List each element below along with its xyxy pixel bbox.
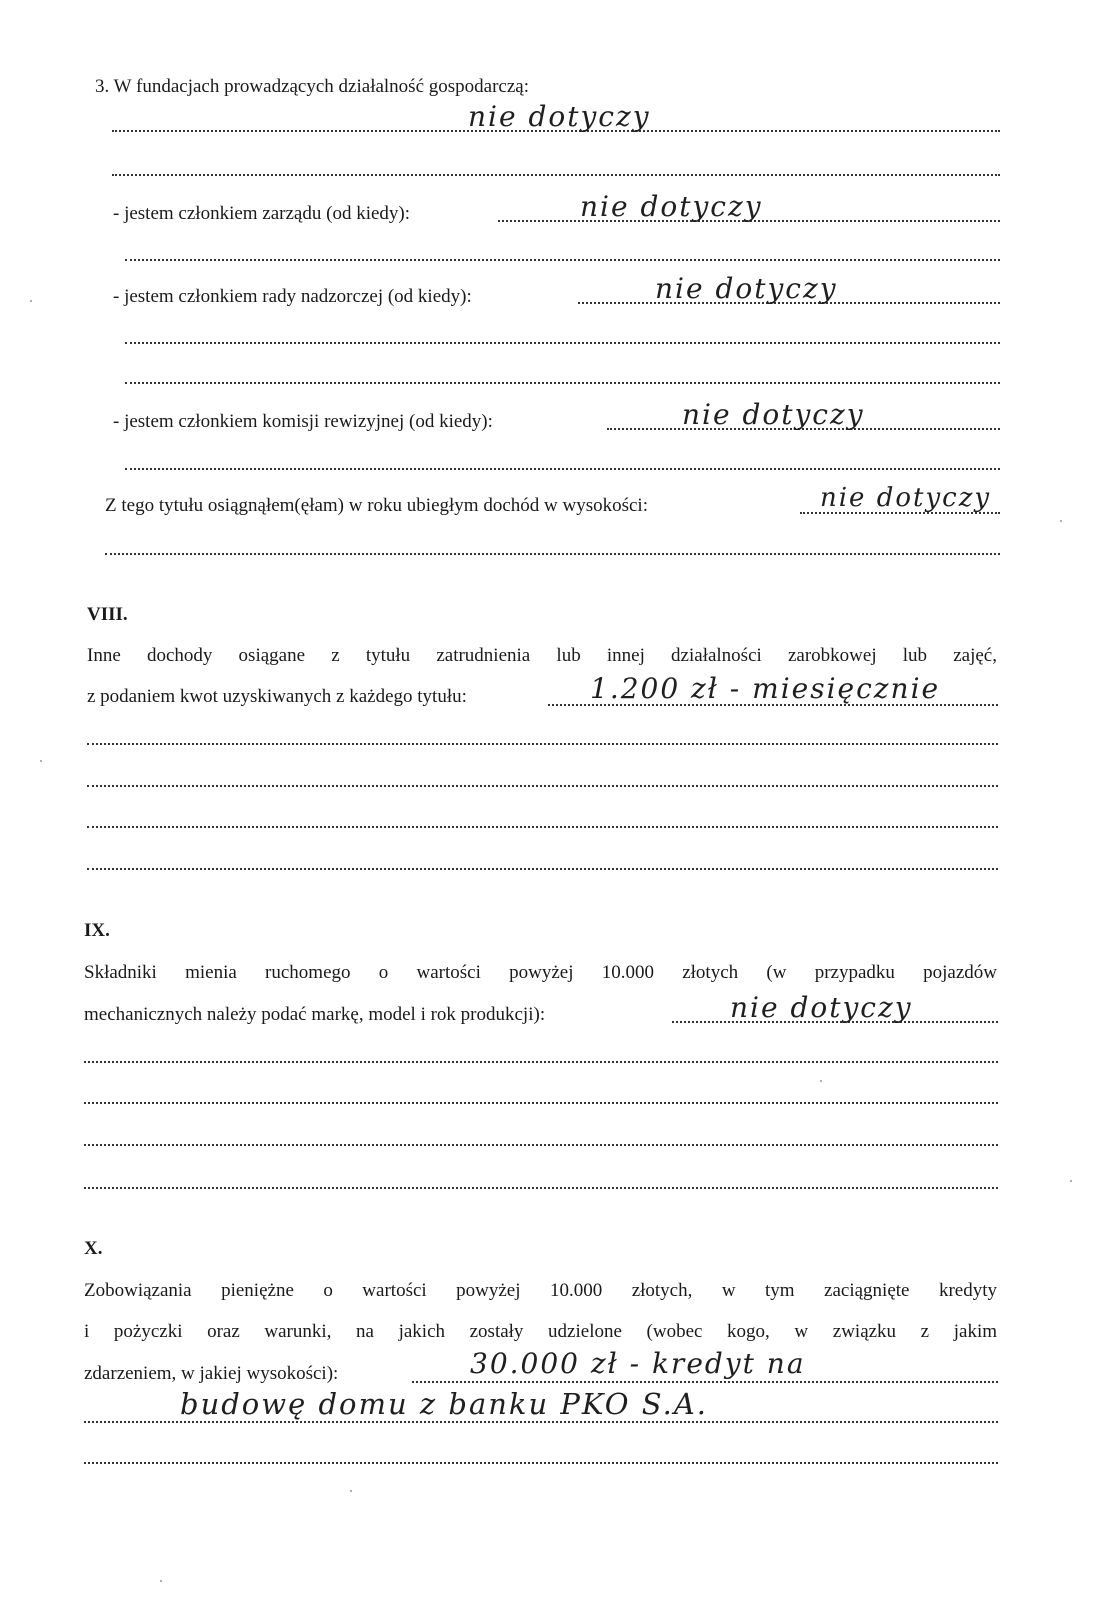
section-x-text-line2: i pożyczki oraz warunki, na jakich zostały udzielone (wobec kogo, w związku z jakim <box>84 1321 997 1342</box>
dotted-line <box>105 553 1000 555</box>
dotted-line <box>412 1381 998 1383</box>
income-label: Z tego tytułu osiągnąłem(ęłam) w roku ubiegłym dochód w wysokości: <box>105 495 648 516</box>
dotted-line <box>125 259 1000 261</box>
dotted-line <box>125 468 1000 470</box>
audit-committee-label: - jestem członkiem komisji rewizyjnej (od kiedy): <box>113 411 493 432</box>
section-ix-heading: IX. <box>84 920 110 941</box>
section-3-title: 3. W fundacjach prowadzących działalność gospodarczą: <box>95 76 529 97</box>
scan-speck <box>40 760 42 762</box>
section-viii-text-line2: z podaniem kwot uzyskiwanych z każdego tytułu: <box>87 686 467 707</box>
dotted-line <box>84 1061 998 1063</box>
section-ix-text-line2: mechanicznych należy podać markę, model i rok produkcji): <box>84 1004 546 1025</box>
section-x-heading: X. <box>84 1238 103 1259</box>
dotted-line <box>84 1187 998 1189</box>
section-x-text-line1: Zobowiązania pieniężne o wartości powyżej 10.000 złotych, w tym zaciągnięte kredyty <box>84 1280 997 1301</box>
supervisory-board-answer[interactable]: nie dotyczy <box>655 272 838 305</box>
dotted-line <box>112 174 1000 176</box>
board-member-label: - jestem członkiem zarządu (od kiedy): <box>113 203 411 224</box>
section-ix-text-line1: Składniki mienia ruchomego o wartości powyżej 10.000 złotych (w przypadku pojazdów <box>84 962 997 983</box>
supervisory-board-label: - jestem członkiem rady nadzorczej (od kiedy): <box>113 286 472 307</box>
dotted-line <box>87 826 998 828</box>
section-viii-heading: VIII. <box>87 604 128 625</box>
liabilities-answer-line2[interactable]: budowę domu z banku PKO S.A. <box>180 1387 708 1421</box>
other-income-answer[interactable]: 1.200 zł - miesięcznie <box>590 672 941 705</box>
scan-speck <box>160 1580 162 1582</box>
dotted-line <box>87 743 998 745</box>
scan-speck <box>1070 1180 1072 1182</box>
board-member-answer[interactable]: nie dotyczy <box>580 190 763 223</box>
handwritten-answer[interactable]: nie dotyczy <box>468 100 651 133</box>
dotted-line <box>84 1462 998 1464</box>
dotted-line <box>87 785 998 787</box>
income-answer[interactable]: nie dotyczy <box>820 483 992 513</box>
scan-speck <box>350 1490 352 1492</box>
scan-speck <box>820 1080 822 1082</box>
liabilities-answer-line1[interactable]: 30.000 zł - kredyt na <box>470 1347 806 1380</box>
movable-property-answer[interactable]: nie dotyczy <box>730 991 913 1024</box>
section-viii-text-line1: Inne dochody osiągane z tytułu zatrudnienia lub innej działalności zarobkowej lub zajęć, <box>87 645 997 666</box>
dotted-line <box>84 1421 998 1423</box>
dotted-line <box>125 342 1000 344</box>
dotted-line <box>84 1102 998 1104</box>
dotted-line <box>87 868 998 870</box>
dotted-line <box>125 382 1000 384</box>
section-x-text-line3: zdarzeniem, w jakiej wysokości): <box>84 1363 339 1384</box>
scan-speck <box>30 300 32 302</box>
dotted-line <box>84 1144 998 1146</box>
audit-committee-answer[interactable]: nie dotyczy <box>682 398 865 431</box>
scan-speck <box>1060 520 1062 522</box>
